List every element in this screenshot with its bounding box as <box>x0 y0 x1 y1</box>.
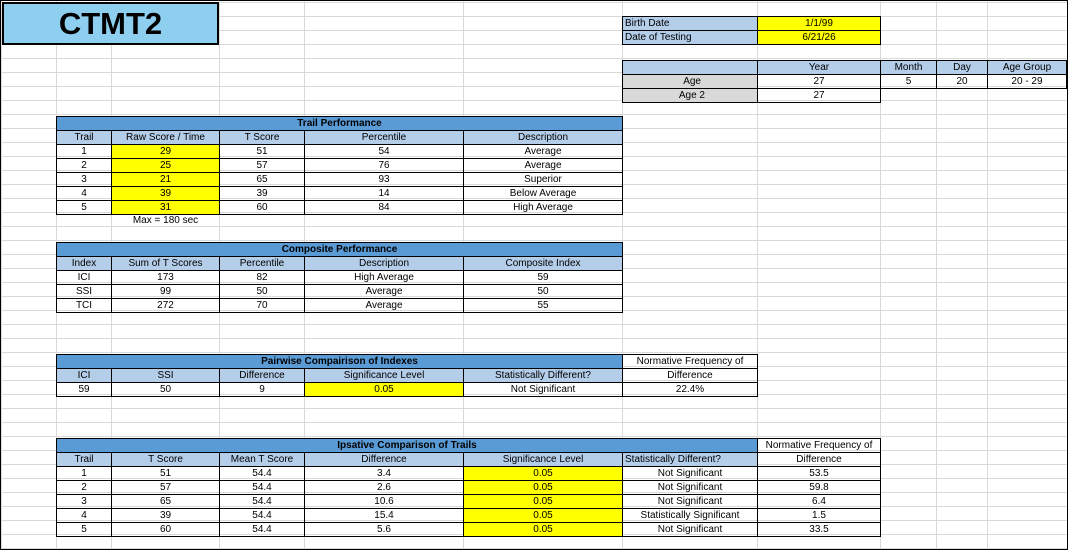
ipsative-col-header: Trail <box>56 452 112 467</box>
composite-cell[interactable]: 173 <box>111 270 220 285</box>
composite-col-header: Index <box>56 256 112 271</box>
ipsative-col-header: Significance Level <box>463 452 623 467</box>
ipsative-cell[interactable]: 51 <box>111 466 220 481</box>
age-group-cell[interactable]: 20 - 29 <box>987 74 1067 89</box>
ipsative-cell[interactable]: 54.4 <box>219 466 305 481</box>
ipsative-cell[interactable]: Not Significant <box>622 480 758 495</box>
ipsative-significance-input[interactable]: 0.05 <box>463 480 623 495</box>
composite-cell[interactable]: ICI <box>56 270 112 285</box>
ipsative-cell[interactable]: 1 <box>56 466 112 481</box>
ipsative-cell[interactable]: 4 <box>56 508 112 523</box>
ipsative-cell[interactable]: Statistically Significant <box>622 508 758 523</box>
ipsative-col-header: Difference <box>304 452 464 467</box>
ipsative-cell[interactable]: 65 <box>111 494 220 509</box>
pairwise-norm-header: Difference <box>622 368 758 383</box>
ipsative-cell[interactable]: 54.4 <box>219 480 305 495</box>
pairwise-col-header: Statistically Different? <box>463 368 623 383</box>
composite-cell[interactable]: 50 <box>219 284 305 299</box>
trail-raw-score-input[interactable]: 21 <box>111 172 220 187</box>
birth-date-cell[interactable]: 1/1/99 <box>757 16 881 31</box>
age2-label: Age 2 <box>622 88 758 103</box>
trail-col-header: Trail <box>56 130 112 145</box>
ipsative-cell[interactable]: 3.4 <box>304 466 464 481</box>
ipsative-significance-input[interactable]: 0.05 <box>463 508 623 523</box>
pairwise-comparison-title: Pairwise Compairison of Indexes <box>56 354 623 369</box>
ipsative-cell[interactable]: Not Significant <box>622 466 758 481</box>
age-header-month: Month <box>880 60 937 75</box>
ipsative-cell[interactable]: Not Significant <box>622 522 758 537</box>
trail-cell[interactable]: Below Average <box>463 186 623 201</box>
pairwise-cell[interactable]: 59 <box>56 382 112 397</box>
ipsative-cell[interactable]: 59.8 <box>757 480 881 495</box>
composite-cell[interactable]: 82 <box>219 270 305 285</box>
composite-col-header: Sum of T Scores <box>111 256 220 271</box>
composite-col-header: Percentile <box>219 256 305 271</box>
pairwise-cell[interactable]: Not Significant <box>463 382 623 397</box>
trail-col-header: Raw Score / Time <box>111 130 220 145</box>
testing-date-cell[interactable]: 6/21/26 <box>757 30 881 45</box>
age2-year-cell[interactable]: 27 <box>757 88 881 103</box>
pairwise-norm-header: Normative Frequency of <box>622 354 758 369</box>
ipsative-cell[interactable]: 15.4 <box>304 508 464 523</box>
pairwise-col-header: Significance Level <box>304 368 464 383</box>
ipsative-cell[interactable]: 2 <box>56 480 112 495</box>
trail-cell[interactable]: 5 <box>56 200 112 215</box>
age-month-cell[interactable]: 5 <box>880 74 937 89</box>
composite-cell[interactable]: 99 <box>111 284 220 299</box>
composite-cell[interactable]: Average <box>304 284 464 299</box>
composite-col-header: Composite Index <box>463 256 623 271</box>
composite-performance-title: Composite Performance <box>56 242 623 257</box>
pairwise-col-header: Difference <box>219 368 305 383</box>
pairwise-col-header: SSI <box>111 368 220 383</box>
trail-col-header: Description <box>463 130 623 145</box>
pairwise-cell[interactable]: 22.4% <box>622 382 758 397</box>
trail-cell[interactable]: 3 <box>56 172 112 187</box>
ipsative-col-header: Mean T Score <box>219 452 305 467</box>
ipsative-significance-input[interactable]: 0.05 <box>463 494 623 509</box>
pairwise-col-header: ICI <box>56 368 112 383</box>
ipsative-norm-header: Difference <box>757 452 881 467</box>
trail-cell[interactable]: 39 <box>219 186 305 201</box>
ipsative-significance-input[interactable]: 0.05 <box>463 522 623 537</box>
composite-cell[interactable]: SSI <box>56 284 112 299</box>
trail-raw-score-input[interactable]: 31 <box>111 200 220 215</box>
age-year-cell[interactable]: 27 <box>757 74 881 89</box>
ipsative-col-header: T Score <box>111 452 220 467</box>
composite-cell[interactable]: Average <box>304 298 464 313</box>
trail-cell[interactable]: 93 <box>304 172 464 187</box>
trail-cell[interactable]: 84 <box>304 200 464 215</box>
page-title: CTMT2 <box>2 2 219 45</box>
trail-raw-score-input[interactable]: 39 <box>111 186 220 201</box>
ipsative-cell[interactable]: 60 <box>111 522 220 537</box>
age-header-group: Age Group <box>987 60 1067 75</box>
pairwise-cell[interactable]: 9 <box>219 382 305 397</box>
trail-cell[interactable]: 14 <box>304 186 464 201</box>
trail-cell[interactable]: Average <box>463 144 623 159</box>
ipsative-cell[interactable]: 6.4 <box>757 494 881 509</box>
ipsative-cell[interactable]: 54.4 <box>219 494 305 509</box>
age-header-year: Year <box>757 60 881 75</box>
ipsative-cell[interactable]: 10.6 <box>304 494 464 509</box>
ipsative-cell[interactable]: 3 <box>56 494 112 509</box>
ipsative-cell[interactable]: 33.5 <box>757 522 881 537</box>
trail-cell[interactable]: 51 <box>219 144 305 159</box>
composite-cell[interactable]: TCI <box>56 298 112 313</box>
trail-cell[interactable]: Average <box>463 158 623 173</box>
trail-cell[interactable]: Superior <box>463 172 623 187</box>
trail-cell[interactable]: 2 <box>56 158 112 173</box>
trail-cell[interactable]: High Average <box>463 200 623 215</box>
ipsative-cell[interactable]: Not Significant <box>622 494 758 509</box>
birth-date-label: Birth Date <box>622 16 758 31</box>
ipsative-comparison-title: Ipsative Comparison of Trails <box>56 438 758 453</box>
composite-cell[interactable]: 50 <box>463 284 623 299</box>
ipsative-norm-header: Normative Frequency of <box>757 438 881 453</box>
trail-raw-score-input[interactable]: 25 <box>111 158 220 173</box>
ipsative-cell[interactable]: 5 <box>56 522 112 537</box>
pairwise-cell[interactable]: 50 <box>111 382 220 397</box>
ipsative-cell[interactable]: 39 <box>111 508 220 523</box>
composite-cell[interactable]: 59 <box>463 270 623 285</box>
ipsative-cell[interactable]: 5.6 <box>304 522 464 537</box>
trail-cell[interactable]: 57 <box>219 158 305 173</box>
trail-cell[interactable]: 60 <box>219 200 305 215</box>
trail-col-header: Percentile <box>304 130 464 145</box>
ipsative-significance-input[interactable]: 0.05 <box>463 466 623 481</box>
trail-raw-score-input[interactable]: 29 <box>111 144 220 159</box>
composite-cell[interactable]: 272 <box>111 298 220 313</box>
max-time-note: Max = 180 sec <box>132 215 199 226</box>
composite-col-header: Description <box>304 256 464 271</box>
ipsative-col-header: Statistically Different? <box>622 452 758 467</box>
ipsative-cell[interactable]: 1.5 <box>757 508 881 523</box>
composite-cell[interactable]: High Average <box>304 270 464 285</box>
composite-cell[interactable]: 55 <box>463 298 623 313</box>
ipsative-cell[interactable]: 54.4 <box>219 508 305 523</box>
age-label: Age <box>622 74 758 89</box>
pairwise-significance-input[interactable]: 0.05 <box>304 382 464 397</box>
ipsative-cell[interactable]: 53.5 <box>757 466 881 481</box>
trail-cell[interactable]: 4 <box>56 186 112 201</box>
trail-cell[interactable]: 1 <box>56 144 112 159</box>
ipsative-cell[interactable]: 54.4 <box>219 522 305 537</box>
composite-cell[interactable]: 70 <box>219 298 305 313</box>
trail-cell[interactable]: 76 <box>304 158 464 173</box>
trail-col-header: T Score <box>219 130 305 145</box>
trail-cell[interactable]: 54 <box>304 144 464 159</box>
trail-cell[interactable]: 65 <box>219 172 305 187</box>
age-header-day: Day <box>936 60 988 75</box>
age-day-cell[interactable]: 20 <box>936 74 988 89</box>
ipsative-cell[interactable]: 2.6 <box>304 480 464 495</box>
ipsative-cell[interactable]: 57 <box>111 480 220 495</box>
trail-performance-title: Trail Performance <box>56 116 623 131</box>
testing-date-label: Date of Testing <box>622 30 758 45</box>
age-header-blank <box>622 60 758 75</box>
